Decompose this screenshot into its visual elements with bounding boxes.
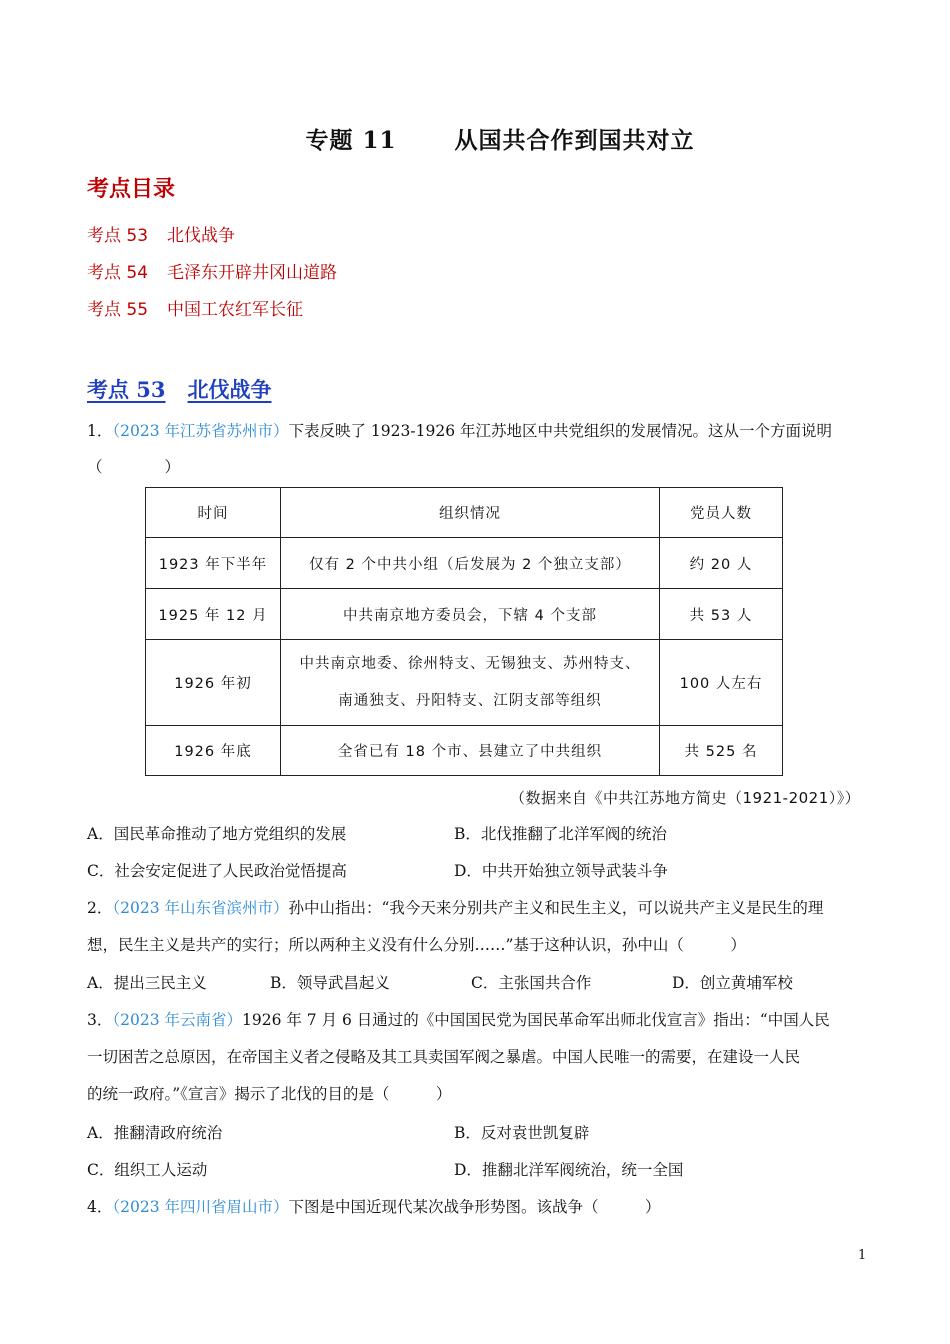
question-2-stem (87, 897, 823, 919)
question-source: （2023 年江苏省苏州市） (112, 422, 289, 440)
option-d[interactable]: D．创立黄埔军校 (672, 974, 793, 992)
option-c[interactable]: C．主张国共合作 (471, 974, 592, 992)
option-d[interactable]: D．中共开始独立领导武装斗争 (454, 862, 668, 880)
table-cell: 1923 年下半年 (146, 538, 281, 589)
toc-item[interactable] (87, 258, 337, 283)
option-a[interactable]: A．推翻清政府统治 (87, 1124, 223, 1142)
toc-item-num: 考点 54 (87, 263, 149, 283)
table-cell: 共 525 名 (660, 726, 783, 776)
question-number: 3． (87, 1011, 113, 1029)
table-row (146, 726, 783, 776)
table-cell: 100 人左右 (660, 640, 783, 726)
question-source: （2023 年山东省滨州市） (112, 899, 289, 917)
toc-item-num: 考点 53 (87, 226, 149, 246)
question-4-stem (87, 1196, 661, 1218)
question-text-line: 想，民生主义是共产的实行；所以两种主义没有什么分别……”基于这种认识，孙中山（ ） (87, 936, 746, 954)
toc-item-label: 毛泽东开辟井冈山道路 (167, 263, 337, 283)
page-title (0, 122, 950, 155)
table-header: 党员人数 (660, 488, 783, 538)
question-number: 1． (87, 422, 113, 440)
question-source: （2023 年云南省） (112, 1011, 242, 1029)
table-cell: 仅有 2 个中共小组（后发展为 2 个独立支部） (281, 538, 660, 589)
option-b[interactable]: B．领导武昌起义 (270, 974, 390, 992)
table-cell: 约 20 人 (660, 538, 783, 589)
table-header-row (146, 488, 783, 538)
toc-heading: 考点目录 (87, 176, 176, 202)
question-text: 孙中山指出：“我今天来分别共产主义和民生主义，可以说共产主义是民生的理 (288, 899, 824, 917)
question-text-line: 一切困苦之总原因，在帝国主义者之侵略及其工具卖国军阀之暴虐。中国人民唯一的需要，在建设一人民 (87, 1048, 801, 1066)
table-cell: 1926 年底 (146, 726, 281, 776)
table-cell: 1925 年 12 月 (146, 589, 281, 640)
title-prefix: 专题 11 (305, 127, 397, 154)
question-3-stem (87, 1009, 830, 1031)
answer-blank: （ ） (87, 458, 181, 476)
toc-item[interactable] (87, 295, 303, 320)
section-num: 考点 53 (87, 377, 166, 402)
table-cell: 中共南京地方委员会，下辖 4 个支部 (281, 589, 660, 640)
section-label: 北伐战争 (187, 377, 272, 402)
option-c[interactable]: C．组织工人运动 (87, 1161, 208, 1179)
question-text: 下表反映了 1923-1926 年江苏地区中共党组织的发展情况。这从一个方面说明 (288, 422, 832, 440)
title-text: 从国共合作到国共对立 (454, 127, 695, 154)
table-row (146, 538, 783, 589)
data-table (145, 487, 783, 776)
table-header: 组织情况 (281, 488, 660, 538)
question-source: （2023 年四川省眉山市） (112, 1198, 289, 1216)
table-cell: 中共南京地委、徐州特支、无锡独支、苏州特支、 南通独支、丹阳特支、江阴支部等组织 (281, 640, 660, 726)
question-text: 1926 年 7 月 6 日通过的《中国国民党为国民革命军出师北伐宣言》指出：“中国人民 (242, 1011, 830, 1029)
table-source-note: （数据来自《中共江苏地方简史（1921-2021）》） (510, 789, 861, 807)
option-b[interactable]: B．北伐推翻了北洋军阀的统治 (454, 825, 667, 843)
table-header: 时间 (146, 488, 281, 538)
toc-item-num: 考点 55 (87, 300, 149, 320)
question-text-line: 的统一政府。”《宣言》揭示了北伐的目的是（ ） (87, 1085, 452, 1103)
page-number: 1 (858, 1248, 867, 1263)
option-a[interactable]: A．国民革命推动了地方党组织的发展 (87, 825, 347, 843)
question-number: 2． (87, 899, 113, 917)
toc-item-label: 北伐战争 (167, 226, 235, 246)
toc-item-label: 中国工农红军长征 (167, 300, 303, 320)
option-b[interactable]: B．反对袁世凯复辟 (454, 1124, 590, 1142)
table-row (146, 589, 783, 640)
table-cell: 全省已有 18 个市、县建立了中共组织 (281, 726, 660, 776)
table-cell: 共 53 人 (660, 589, 783, 640)
table-row (146, 640, 783, 726)
option-c[interactable]: C．社会安定促进了人民政治觉悟提高 (87, 862, 347, 880)
option-d[interactable]: D．推翻北洋军阀统治，统一全国 (454, 1161, 684, 1179)
option-a[interactable]: A．提出三民主义 (87, 974, 207, 992)
question-1-stem (87, 420, 832, 442)
toc-item[interactable] (87, 221, 235, 246)
table-cell: 1926 年初 (146, 640, 281, 726)
question-number: 4． (87, 1198, 113, 1216)
question-text: 下图是中国近现代某次战争形势图。该战争（ ） (288, 1198, 661, 1216)
section-heading[interactable] (87, 374, 272, 404)
